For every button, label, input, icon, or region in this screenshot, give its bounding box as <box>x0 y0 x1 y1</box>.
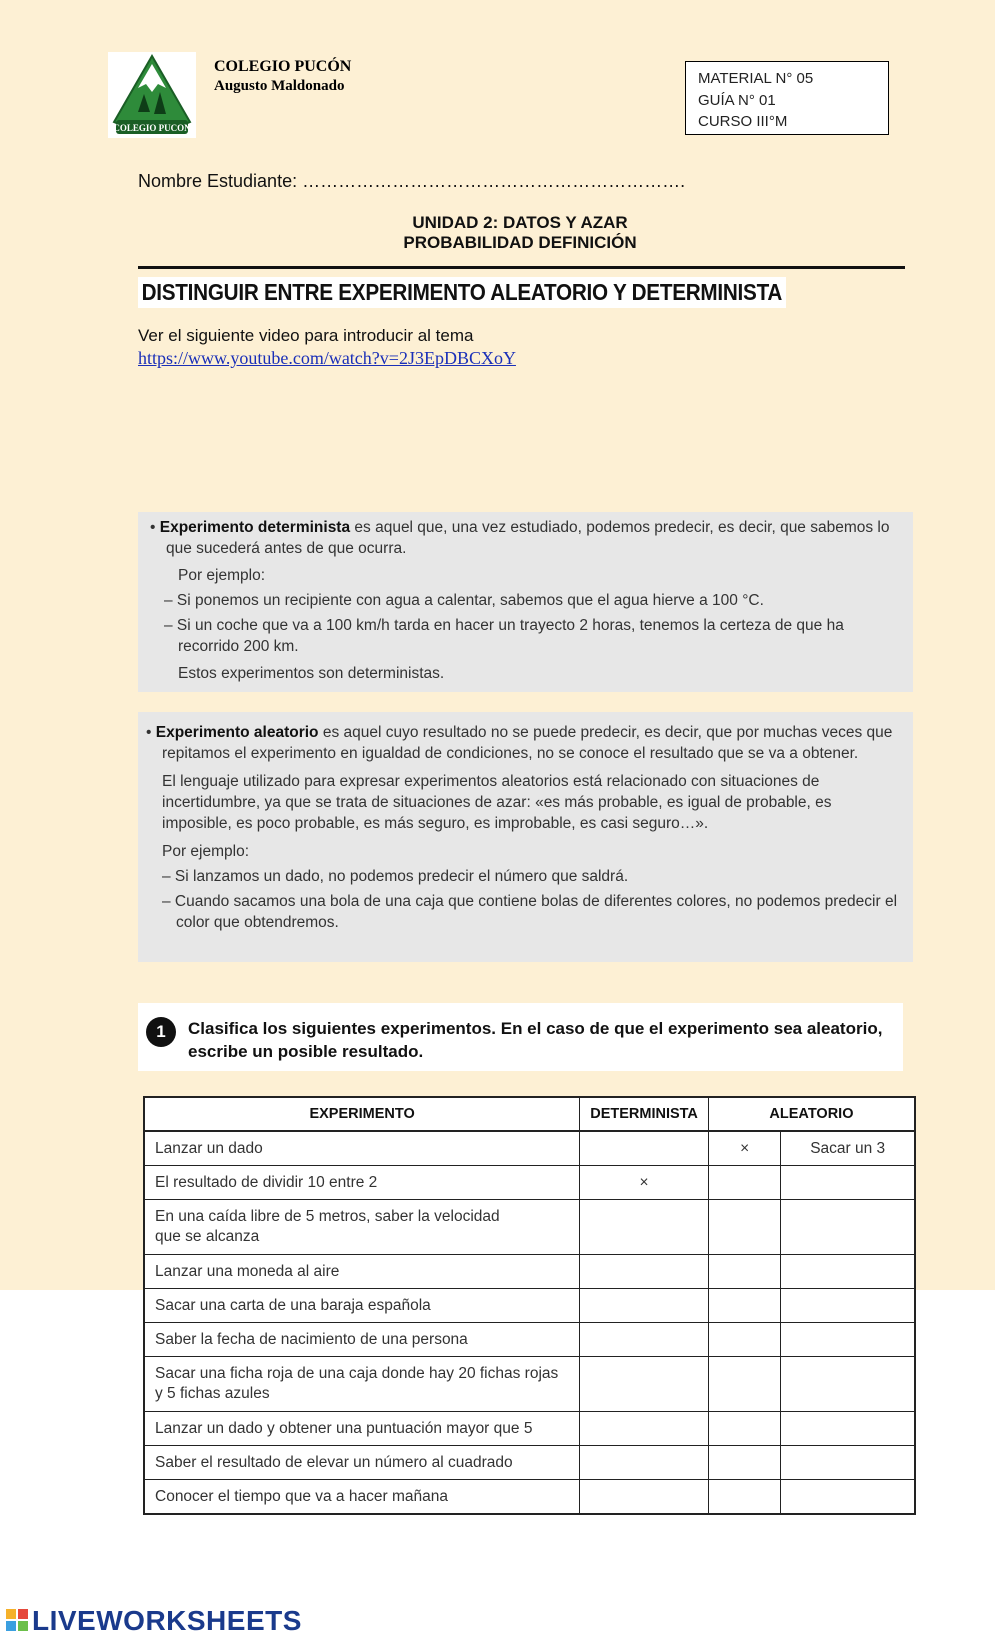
experiment-cell: El resultado de dividir 10 entre 2 <box>144 1166 580 1200</box>
result-cell[interactable] <box>781 1289 915 1323</box>
liveworksheets-brand <box>6 1605 302 1637</box>
experiment-cell: Conocer el tiempo que va a hacer mañana <box>144 1480 580 1515</box>
result-cell[interactable] <box>781 1412 915 1446</box>
random-mark-cell[interactable] <box>708 1255 780 1289</box>
random-example-1: – Si lanzamos un dado, no podemos predecir el número que saldrá. <box>162 868 629 885</box>
random-language-text: El lenguaje utilizado para expresar experimentos aleatorios está relacionado con situaciones de incertidumbre, ya que se trata de situaciones de azar: «es más probable, es igual de probable, es imposible, es poco probable, es más seguro, es improbable, es casi seguro…». <box>162 773 832 832</box>
deterministic-cell[interactable] <box>580 1131 709 1166</box>
divider <box>138 266 905 269</box>
deterministic-example-1: – Si ponemos un recipiente con agua a calentar, sabemos que el agua hierve a 100 °C. <box>164 592 764 609</box>
random-mark-cell[interactable] <box>708 1166 780 1200</box>
student-name-field[interactable]: Nombre Estudiante: ………………………………………………………. <box>138 171 686 191</box>
result-cell[interactable] <box>781 1323 915 1357</box>
deterministic-cell[interactable] <box>580 1289 709 1323</box>
table-header-row <box>144 1097 915 1131</box>
random-mark-cell[interactable]: × <box>708 1131 780 1166</box>
experiment-cell: Sacar una ficha roja de una caja donde hay 20 fichas rojas y 5 fichas azules <box>144 1357 580 1412</box>
deterministic-cell[interactable] <box>580 1255 709 1289</box>
school-logo <box>108 52 196 138</box>
experiment-cell: Lanzar un dado y obtener una puntuación mayor que 5 <box>144 1412 580 1446</box>
random-mark-cell[interactable] <box>708 1323 780 1357</box>
header-random: ALEATORIO <box>708 1097 915 1131</box>
intro-block <box>138 325 516 370</box>
school-subtitle: Augusto Maldonado <box>214 78 345 94</box>
table-row <box>144 1357 915 1412</box>
random-mark-cell[interactable] <box>708 1446 780 1480</box>
task-text: Clasifica los siguientes experimentos. En el caso de que el experimento sea aleatorio, escribe un posible resultado. <box>188 1019 883 1061</box>
experiment-cell: Lanzar un dado <box>144 1131 580 1166</box>
table-row <box>144 1480 915 1515</box>
experiment-cell: Saber el resultado de elevar un número al cuadrado <box>144 1446 580 1480</box>
liveworksheets-label: LIVEWORKSHEETS <box>32 1605 302 1636</box>
material-number: MATERIAL N° 05 <box>698 70 814 87</box>
deterministic-definition-box <box>138 512 913 692</box>
table-row <box>144 1412 915 1446</box>
result-cell[interactable] <box>781 1480 915 1515</box>
deterministic-cell[interactable] <box>580 1446 709 1480</box>
result-cell[interactable] <box>781 1357 915 1412</box>
table-row <box>144 1323 915 1357</box>
random-example-2: – Cuando sacamos una bola de una caja que contiene bolas de diferentes colores, no podemos predecir el color que obtendremos. <box>162 893 898 931</box>
guide-number: GUÍA N° 01 <box>698 91 776 109</box>
result-cell[interactable] <box>781 1200 915 1255</box>
experiment-cell: Sacar una carta de una baraja española <box>144 1289 580 1323</box>
deterministic-definition-text: es aquel que, una vez estudiado, podemos predecir, es decir, que sabemos lo que sucederá antes de que ocurra. <box>166 519 890 557</box>
experiment-cell: Lanzar una moneda al aire <box>144 1255 580 1289</box>
section-heading: DISTINGUIR ENTRE EXPERIMENTO ALEATORIO Y DETERMINISTA <box>138 277 786 308</box>
course-label: CURSO III°M <box>698 113 788 130</box>
random-mark-cell[interactable] <box>708 1289 780 1323</box>
random-definition-box <box>138 712 913 962</box>
random-term: Experimento aleatorio <box>155 724 319 741</box>
deterministic-cell[interactable] <box>580 1200 709 1255</box>
table-row <box>144 1131 915 1166</box>
deterministic-conclusion: Estos experimentos son deterministas. <box>178 665 445 682</box>
intro-text: Ver el siguiente video para introducir al tema <box>138 326 474 345</box>
table-row <box>144 1446 915 1480</box>
experiment-table <box>143 1096 916 1515</box>
deterministic-cell[interactable]: × <box>580 1166 709 1200</box>
school-name: COLEGIO PUCÓN <box>214 58 352 75</box>
table-row <box>144 1200 915 1255</box>
header-experiment: EXPERIMENTO <box>144 1097 580 1131</box>
header-deterministic: DETERMINISTA <box>580 1097 709 1131</box>
random-mark-cell[interactable] <box>708 1480 780 1515</box>
deterministic-example-label: Por ejemplo: <box>178 567 266 584</box>
deterministic-cell[interactable] <box>580 1412 709 1446</box>
unit-title <box>300 213 740 253</box>
result-cell[interactable]: Sacar un 3 <box>781 1131 915 1166</box>
experiment-cell: Saber la fecha de nacimiento de una persona <box>144 1323 580 1357</box>
experiment-cell: En una caída libre de 5 metros, saber la velocidad que se alcanza <box>144 1200 580 1255</box>
deterministic-term: Experimento determinista <box>159 519 351 536</box>
deterministic-definition: • Experimento determinista es aquel que, una vez estudiado, podemos predecir, es decir, que sabemos lo que sucederá antes de que ocurra. <box>150 519 890 557</box>
task-instruction <box>138 1003 903 1071</box>
random-mark-cell[interactable] <box>708 1412 780 1446</box>
random-definition: • Experimento aleatorio es aquel cuyo resultado no se puede predecir, es decir, que por muchas veces que repitamos el experimento en igualdad de condiciones, no se conoce el resultado que se va a obtener. <box>146 724 893 762</box>
table-row <box>144 1255 915 1289</box>
result-cell[interactable] <box>781 1166 915 1200</box>
deterministic-cell[interactable] <box>580 1480 709 1515</box>
school-name-block <box>214 57 351 96</box>
random-example-label: Por ejemplo: <box>162 843 250 860</box>
random-mark-cell[interactable] <box>708 1357 780 1412</box>
material-box <box>685 61 889 135</box>
result-cell[interactable] <box>781 1446 915 1480</box>
liveworksheets-cubes-icon <box>6 1609 30 1633</box>
deterministic-example-2: – Si un coche que va a 100 km/h tarda en hacer un trayecto 2 horas, tenemos la certeza de que ha recorrido 200 km. <box>164 617 844 655</box>
video-link[interactable]: https://www.youtube.com/watch?v=2J3EpDBCXoY <box>138 348 516 368</box>
deterministic-cell[interactable] <box>580 1357 709 1412</box>
svg-text:COLEGIO PUCON: COLEGIO PUCON <box>113 123 191 133</box>
result-cell[interactable] <box>781 1255 915 1289</box>
random-definition-text: es aquel cuyo resultado no se puede predecir, es decir, que por muchas veces que repitamos el experimento en igualdad de condiciones, no se conoce el resultado que se va a obtener. <box>162 724 893 762</box>
deterministic-cell[interactable] <box>580 1323 709 1357</box>
table-row <box>144 1166 915 1200</box>
unit-line-1: UNIDAD 2: DATOS Y AZAR <box>412 213 628 232</box>
unit-line-2: PROBABILIDAD DEFINICIÓN <box>403 233 637 252</box>
random-mark-cell[interactable] <box>708 1200 780 1255</box>
table-row <box>144 1289 915 1323</box>
task-number-badge: 1 <box>146 1017 176 1047</box>
